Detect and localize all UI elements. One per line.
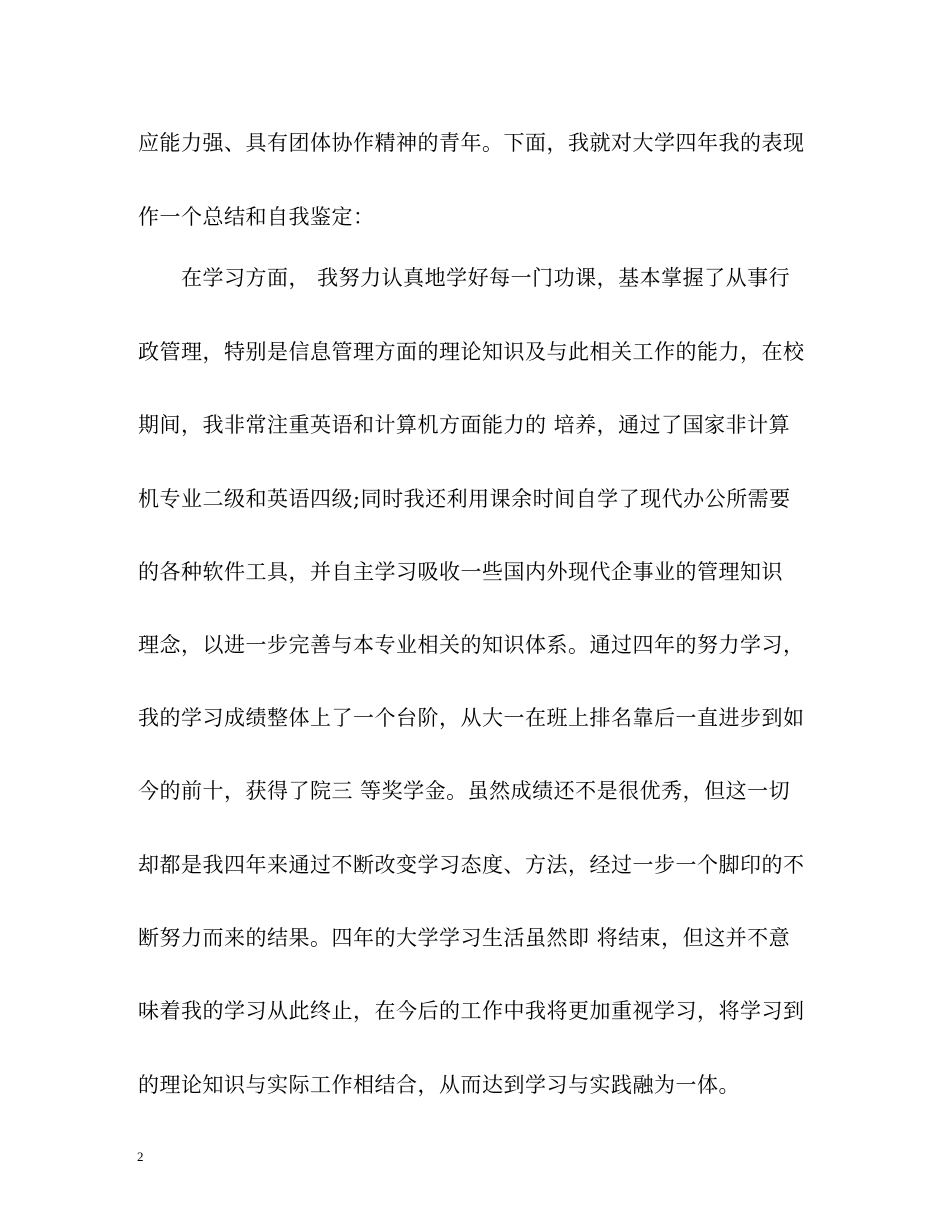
paragraph-line-5: 期间，我非常注重英语和计算机方面能力的 培养，通过了国家非计算 bbox=[138, 413, 791, 437]
paragraph-line-14: 的理论知识与实际工作相结合，从而达到学习与实践融为一体。 bbox=[138, 1073, 740, 1097]
paragraph-line-13: 味着我的学习从此终止，在今后的工作中我将更加重视学习，将学习到 bbox=[138, 999, 805, 1023]
paragraph-line-8: 理念，以进一步完善与本专业相关的知识体系。通过四年的努力学习， bbox=[138, 633, 805, 657]
paragraph-line-7: 的各种软件工具，并自主学习吸收一些国内外现代企事业的管理知识 bbox=[138, 560, 783, 584]
paragraph-line-4: 政管理，特别是信息管理方面的理论知识及与此相关工作的能力，在校 bbox=[138, 340, 805, 364]
paragraph-line-9: 我的学习成绩整体上了一个台阶，从大一在班上排名靠后一直进步到如 bbox=[138, 706, 805, 730]
paragraph-line-1: 应能力强、具有团体协作精神的青年。下面，我就对大学四年我的表现 bbox=[138, 131, 805, 155]
paragraph-line-10: 今的前十，获得了院三 等奖学金。虽然成绩还不是很优秀，但这一切 bbox=[138, 779, 791, 803]
page-number: 2 bbox=[137, 1149, 144, 1164]
paragraph-line-3: 在学习方面， 我努力认真地学好每一门功课，基本掌握了从事行 bbox=[181, 266, 791, 290]
paragraph-line-12: 断努力而来的结果。四年的大学学习生活虽然即 将结束，但这并不意 bbox=[138, 926, 791, 950]
paragraph-line-6: 机专业二级和英语四级;同时我还利用课余时间自学了现代办公所需要 bbox=[138, 487, 791, 511]
paragraph-line-2: 作一个总结和自我鉴定： bbox=[138, 205, 375, 229]
paragraph-line-11: 却都是我四年来通过不断改变学习态度、方法，经过一步一个脚印的不 bbox=[138, 853, 805, 877]
